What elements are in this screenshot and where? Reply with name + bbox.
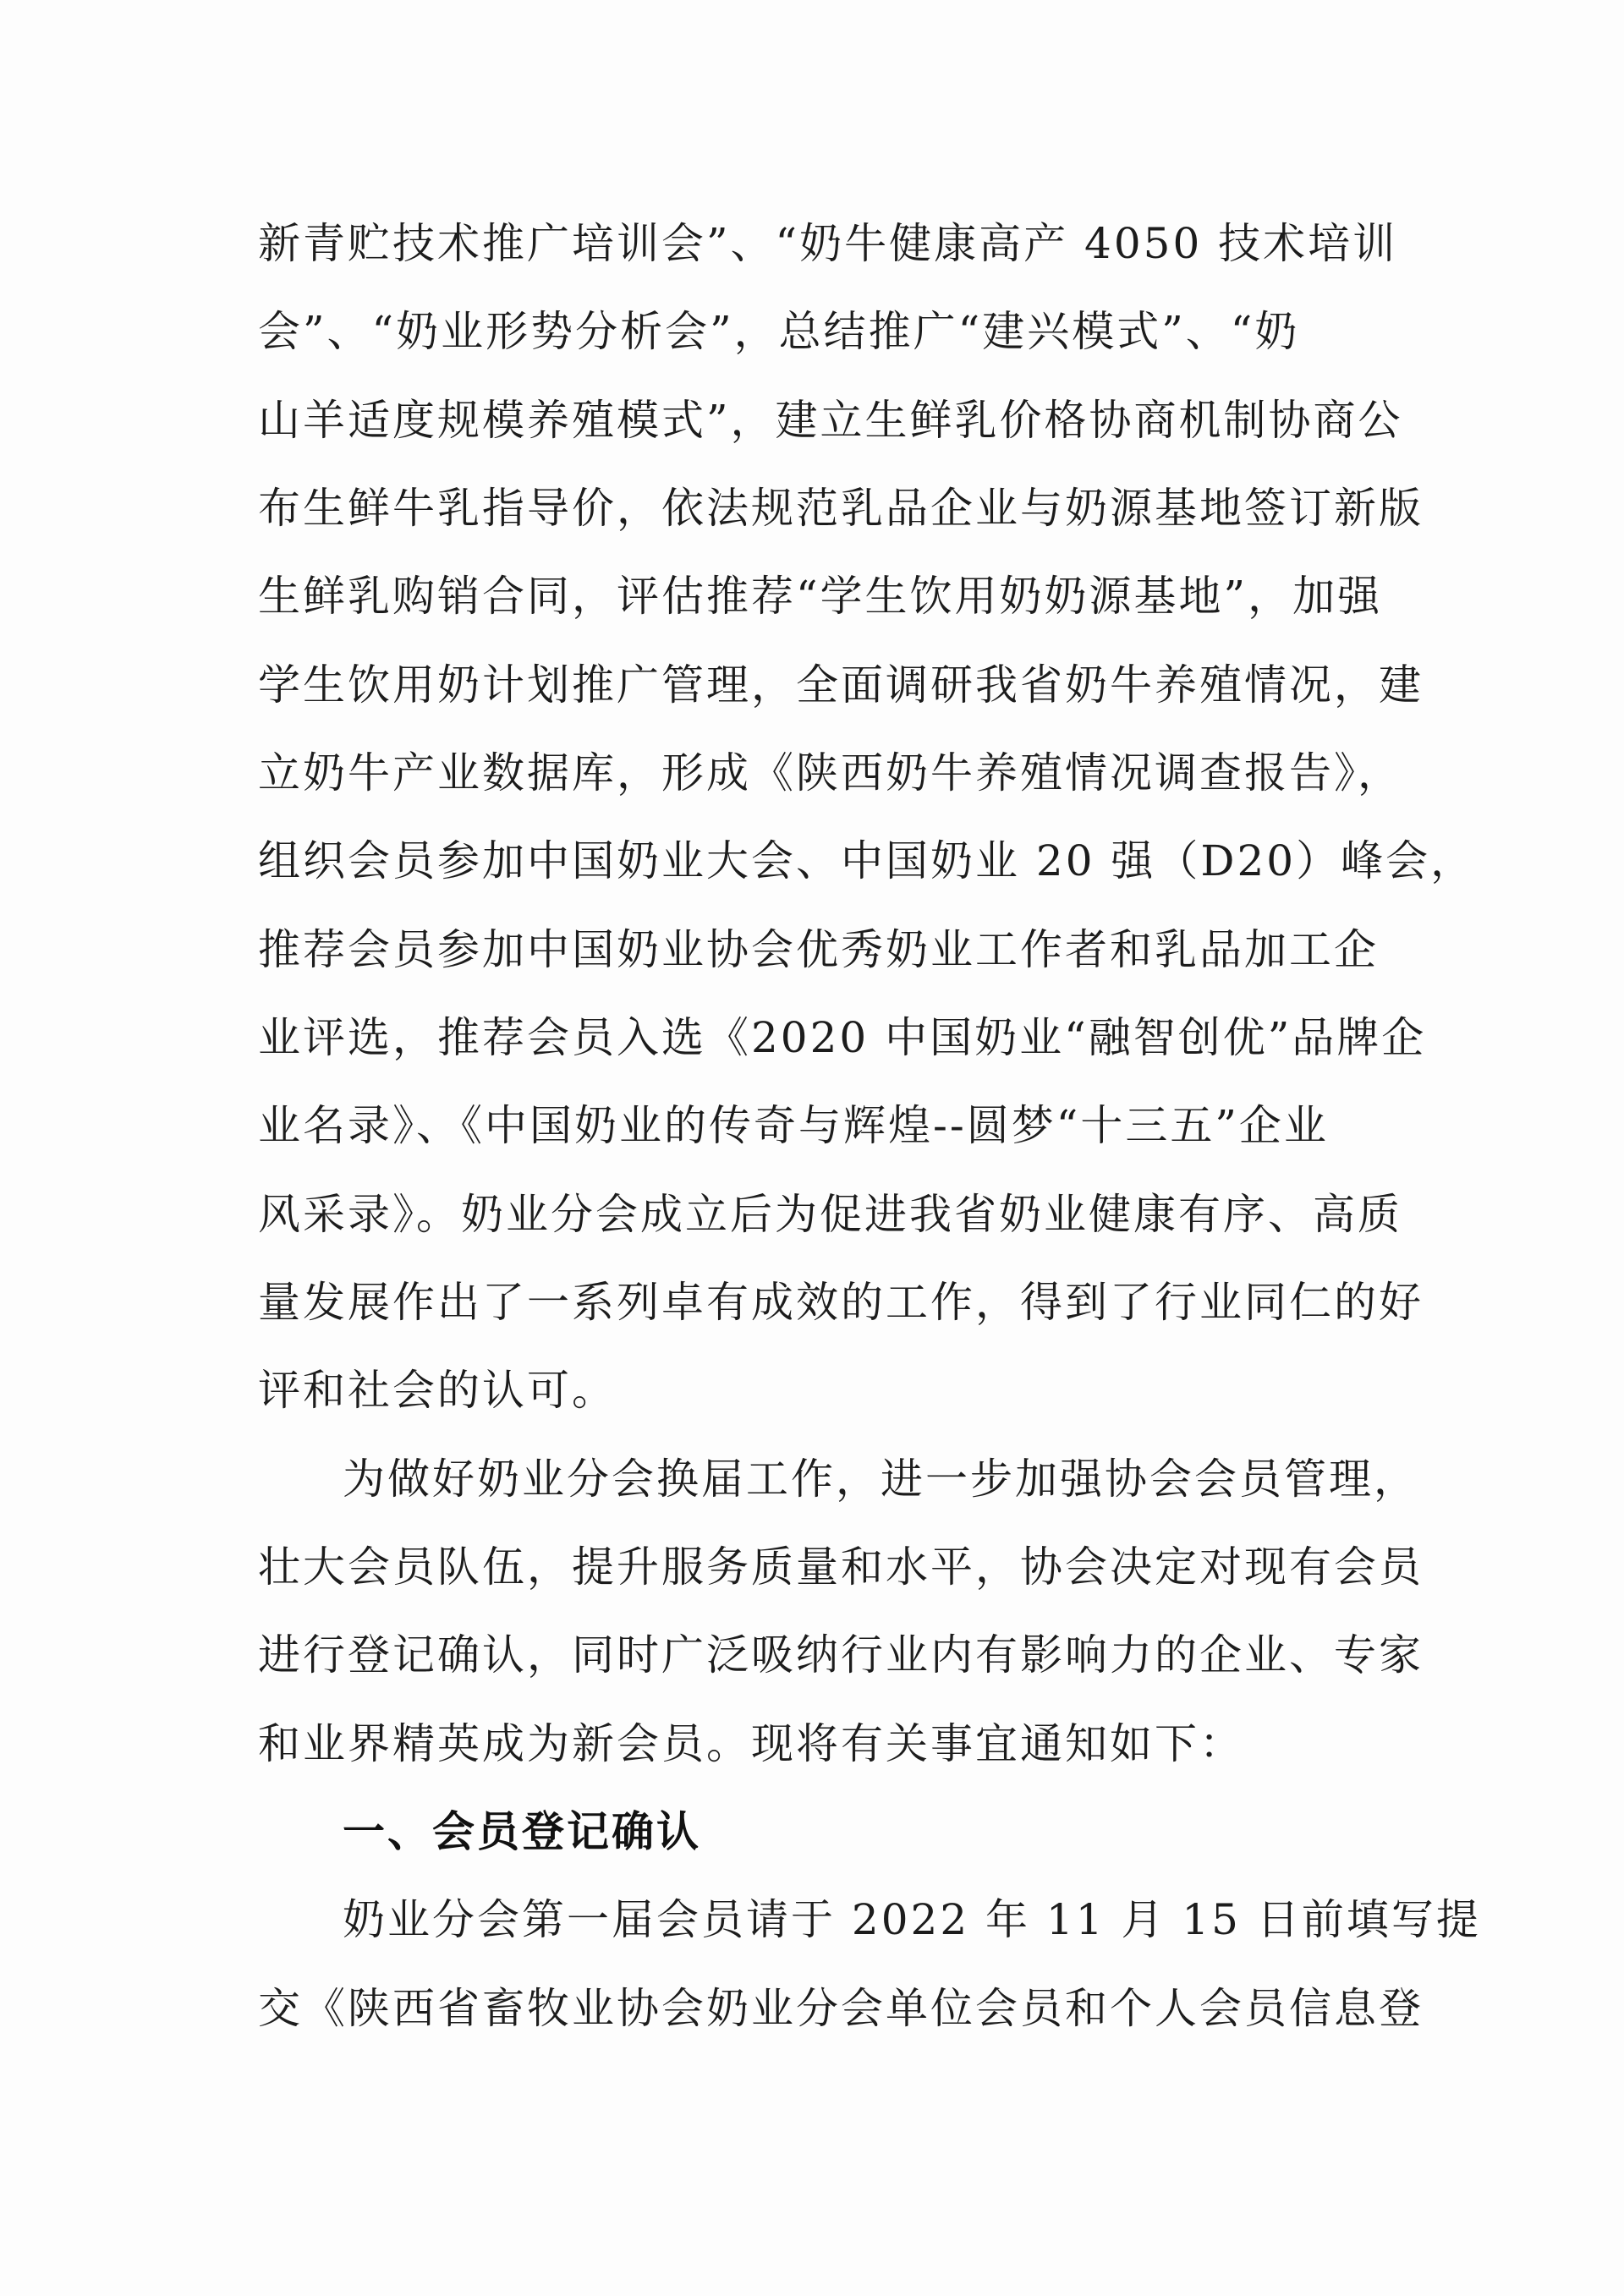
text-line: 业名录》、《中国奶业的传奇与辉煌--圆梦“十三五”企业 — [258, 1101, 1329, 1150]
text-line: 山羊适度规模养殖模式”，建立生鲜乳价格协商机制协商公 — [258, 396, 1403, 445]
text-line: 风采录》。奶业分会成立后为促进我省奶业健康有序、高质 — [258, 1190, 1402, 1239]
text-line: 量发展作出了一系列卓有成效的工作，得到了行业同仁的好 — [258, 1278, 1424, 1327]
text-line: 壮大会员队伍，提升服务质量和水平，协会决定对现有会员 — [258, 1543, 1424, 1592]
section-heading: 一、会员登记确认 — [343, 1807, 701, 1856]
text-line: 学生饮用奶计划推广管理，全面调研我省奶牛养殖情况，建 — [258, 660, 1424, 710]
paragraph-first-line: 为做好奶业分会换届工作，进一步加强协会会员管理， — [343, 1455, 1418, 1504]
text-line: 推荐会员参加中国奶业协会优秀奶业工作者和乳品加工企 — [258, 925, 1379, 974]
text-line: 新青贮技术推广培训会”、“奶牛健康高产 4050 技术培训 — [258, 219, 1398, 268]
paragraph-first-line: 奶业分会第一届会员请于 2022 年 11 月 15 日前填写提 — [343, 1895, 1481, 1944]
text-line: 组织会员参加中国奶业大会、中国奶业 20 强（D20）峰会， — [258, 836, 1476, 885]
text-line: 和业界精英成为新会员。现将有关事宜通知如下： — [258, 1719, 1244, 1768]
text-line: 交《陕西省畜牧业协会奶业分会单位会员和个人会员信息登 — [258, 1984, 1424, 2033]
text-line: 进行登记确认，同时广泛吸纳行业内有影响力的企业、专家 — [258, 1630, 1424, 1680]
text-line: 会”、“奶业形势分析会”，总结推广“建兴模式”、“奶 — [258, 307, 1300, 356]
text-line: 评和社会的认可。 — [258, 1366, 617, 1415]
text-line: 布生鲜牛乳指导价，依法规范乳品企业与奶源基地签订新版 — [258, 484, 1424, 533]
text-line: 生鲜乳购销合同，评估推荐“学生饮用奶奶源基地”，加强 — [258, 572, 1383, 621]
text-line: 立奶牛产业数据库，形成《陕西奶牛养殖情况调查报告》， — [258, 748, 1402, 797]
text-line: 业评选，推荐会员入选《2020 中国奶业“融智创优”品牌企 — [258, 1013, 1427, 1062]
